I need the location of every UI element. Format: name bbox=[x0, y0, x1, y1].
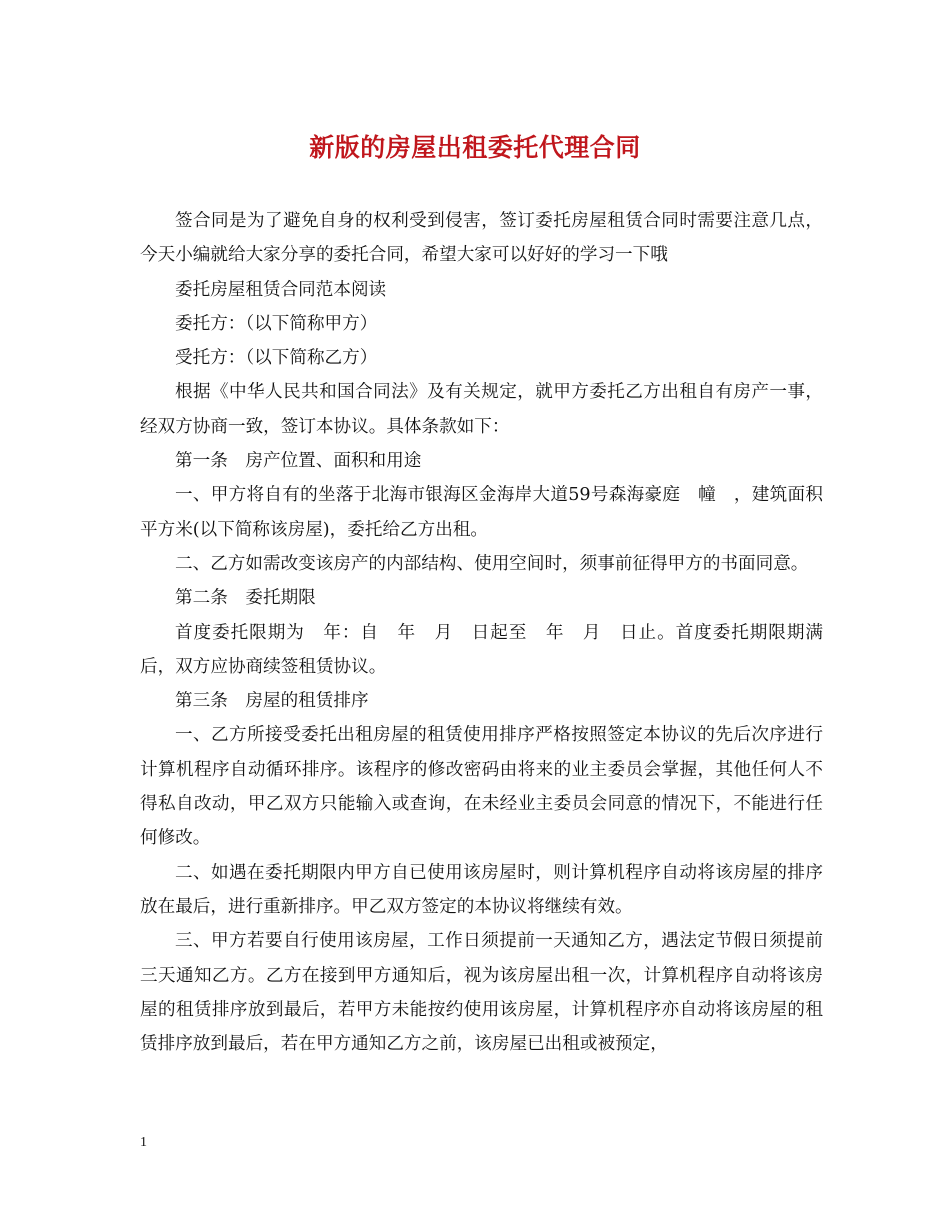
article-2-clause: 首度委托限期为 年：自 年 月 日起至 年 月 日止。首度委托期限期满后，双方应协商续签租赁协议。 bbox=[140, 622, 823, 677]
page-number: 1 bbox=[140, 1135, 147, 1150]
article-3-clause-1: 一、乙方所接受委托出租房屋的租赁使用排序严格按照签定本协议的先后次序进行计算机程序自动循环排序。该程序的修改密码由将来的业主委员会掌握，其他任何人不得私自改动，甲乙双方只能输入或查询，在未经业主委员会同意的情况下，不能进行任何修改。 bbox=[140, 725, 823, 849]
article-1-heading: 第一条 房产位置、面积和用途 bbox=[175, 451, 422, 472]
document-title: 新版的房屋出租委托代理合同 bbox=[309, 133, 641, 162]
intro-paragraph: 签合同是为了避免自身的权利受到侵害，签订委托房屋租赁合同时需要注意几点，今天小编就给大家分享的委托合同，希望大家可以好好的学习一下哦 bbox=[140, 211, 823, 266]
contract-subtitle: 委托房屋租赁合同范本阅读 bbox=[175, 279, 387, 300]
principal-party-line: 委托方：（以下简称甲方） bbox=[175, 313, 378, 334]
article-1-clause-2: 二、乙方如需改变该房产的内部结构、使用空间时，须事前征得甲方的书面同意。 bbox=[175, 553, 809, 574]
preamble-paragraph: 根据《中华人民共和国合同法》及有关规定，就甲方委托乙方出租自有房产一事，经双方协商一致，签订本协议。具体条款如下： bbox=[140, 382, 823, 437]
article-1-clause-1: 一、甲方将自有的坐落于北海市银海区金海岸大道59号森海豪庭 幢 ，建筑面积 平方米(以下简称该房屋)，委托给乙方出租。 bbox=[140, 485, 841, 540]
article-3-clause-3: 三、甲方若要自行使用该房屋，工作日须提前一天通知乙方，遇法定节假日须提前三天通知乙方。乙方在接到甲方通知后，视为该房屋出租一次，计算机程序自动将该房屋的租赁排序放到最后，若甲方未能按约使用该房屋，计算机程序亦自动将该房屋的租赁排序放到最后，若在甲方通知乙方之前，该房屋已出租或被预定， bbox=[140, 931, 823, 1055]
article-3-clause-2: 二、如遇在委托期限内甲方自已使用该房屋时，则计算机程序自动将该房屋的排序放在最后，进行重新排序。甲乙双方签定的本协议将继续有效。 bbox=[140, 862, 823, 917]
article-2-heading: 第二条 委托期限 bbox=[175, 588, 316, 609]
article-3-heading: 第三条 房屋的租赁排序 bbox=[175, 691, 369, 712]
document-body bbox=[140, 204, 841, 1061]
agent-party-line: 受托方：（以下简称乙方） bbox=[175, 348, 378, 369]
